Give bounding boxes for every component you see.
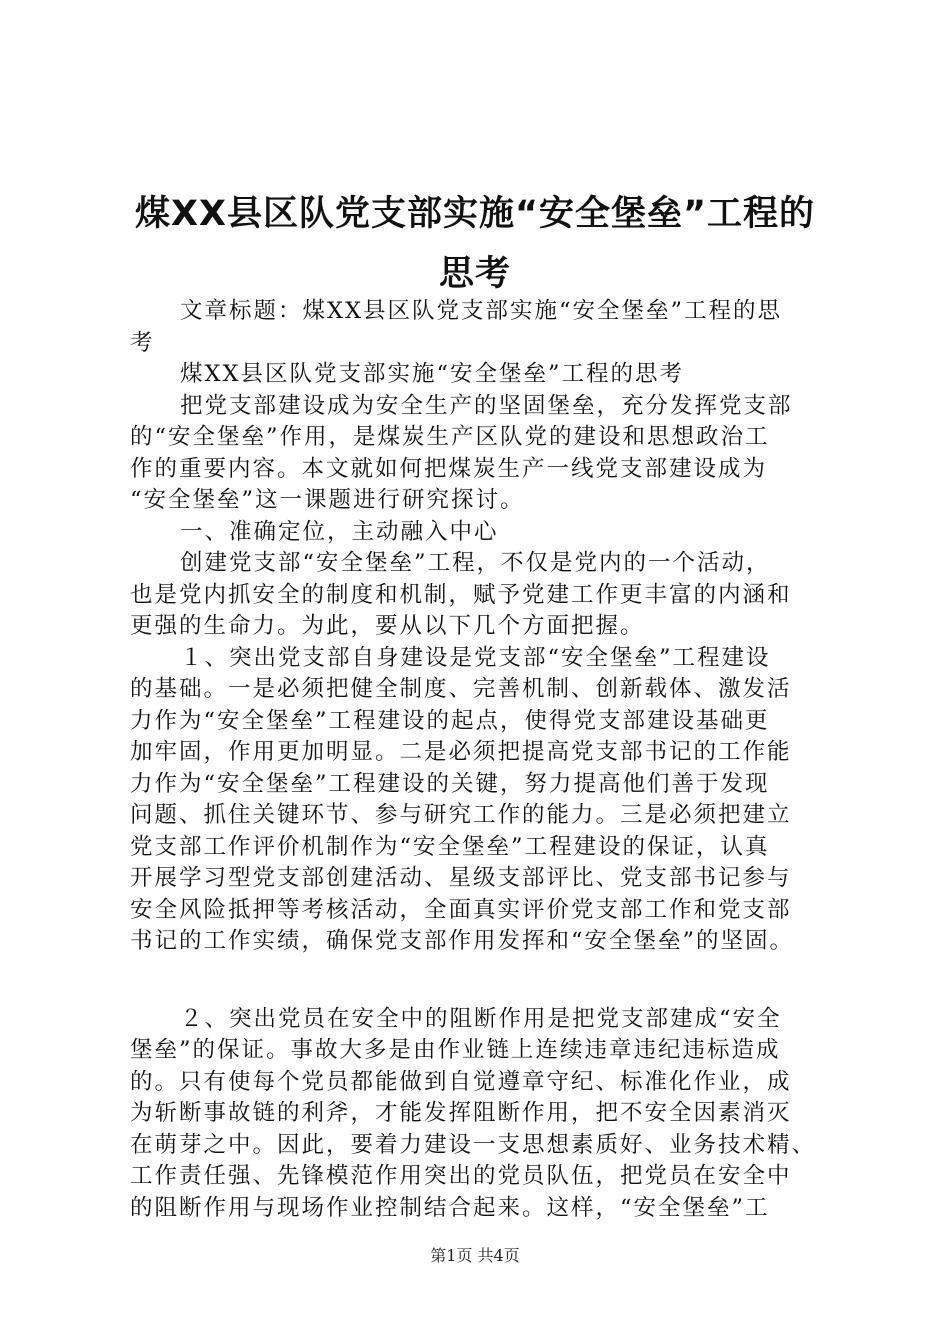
document-title-line-2: 思考 [438, 254, 511, 294]
body-text-line: 力作为“安全堡垒”工程建设的起点，使得党支部建设基础更 [130, 707, 770, 734]
body-text-line: 为斩断事故链的利斧，才能发挥阻断作用，把不安全因素消灭 [130, 1100, 792, 1126]
body-block-2 [130, 1004, 830, 1225]
body-text-line: 安全风险抵押等考核活动，全面真实评价党支部工作和党支部 [130, 896, 792, 923]
body-text-line: 也是党内抓安全的制度和机制，赋予党建工作更丰富的内涵和 [130, 581, 792, 608]
body-text-line: 创建党支部“安全堡垒”工程，不仅是党内的一个活动， [180, 550, 771, 576]
body-text-line: 党支部工作评价机制作为“安全堡垒”工程建设的保证，认真 [130, 833, 770, 860]
body-text-line: 一、准确定位，主动融入中心 [180, 518, 499, 545]
body-text-line: 力作为“安全堡垒”工程建设的关键，努力提高他们善于发现 [130, 770, 770, 797]
body-text-line: 书记的工作实绩，确保党支部作用发挥和“安全堡垒”的坚固。 [130, 928, 795, 954]
body-text-line: 把党支部建设成为安全生产的坚固堡垒，充分发挥党支部 [180, 392, 793, 419]
body-text-line: 堡垒”的保证。事故大多是由作业链上连续违章违纪违标造成 [130, 1037, 781, 1063]
body-text-line: 煤XX县区队党支部实施“安全堡垒”工程的思考 [180, 361, 685, 387]
body-text-line: 的基础。一是必须把健全制度、完善机制、创新载体、激发活 [130, 676, 792, 702]
body-text-line: 文章标题：煤XX县区队党支部实施“安全堡垒”工程的思 [180, 298, 783, 324]
body-text-line: 问题、抓住关键环节、参与研究工作的能力。三是必须把建立 [130, 802, 792, 828]
body-text-line: 的“安全堡垒”作用，是煤炭生产区队党的建设和思想政治工 [130, 424, 770, 450]
page-footer: 第1页 共4页 [430, 1246, 520, 1265]
document-title-line-1: 煤XX县区队党支部实施“安全堡垒”工程的 [135, 194, 815, 234]
body-text-line: 开展学习型党支部创建活动、星级支部评比、党支部书记参与 [130, 865, 792, 891]
body-text-line: 工作责任强、先锋模范作用突出的党员队伍，把党员在安全中 [130, 1163, 792, 1189]
body-text-line: 考 [130, 329, 155, 356]
body-text-line: 加牢固，作用更加明显。二是必须把提高党支部书记的工作能 [130, 739, 792, 765]
body-text-line: 的。只有使每个党员都能做到自觉遵章守纪、标准化作业，成 [130, 1068, 792, 1095]
body-text-line: 更强的生命力。为此，要从以下几个方面把握。 [130, 613, 645, 639]
paragraph-gap [130, 958, 830, 1004]
document-body [130, 296, 830, 1224]
body-block-1 [130, 296, 830, 958]
body-text-line: 作的重要内容。本文就如何把煤炭生产一线党支部建设成为 [130, 455, 768, 482]
body-text-line: ２、突出党员在安全中的阻断作用是把党支部建成“安全 [180, 1005, 782, 1032]
body-text-line: 的阻断作用与现场作业控制结合起来。这样，“安全堡垒”工 [130, 1194, 770, 1221]
body-text-line: 在萌芽之中。因此，要着力建设一支思想素质好、业务技术精、 [130, 1131, 817, 1158]
body-text-line: “安全堡垒”这一课题进行研究探讨。 [130, 487, 525, 513]
body-text-line: １、突出党支部自身建设是党支部“安全堡垒”工程建设 [180, 644, 771, 671]
